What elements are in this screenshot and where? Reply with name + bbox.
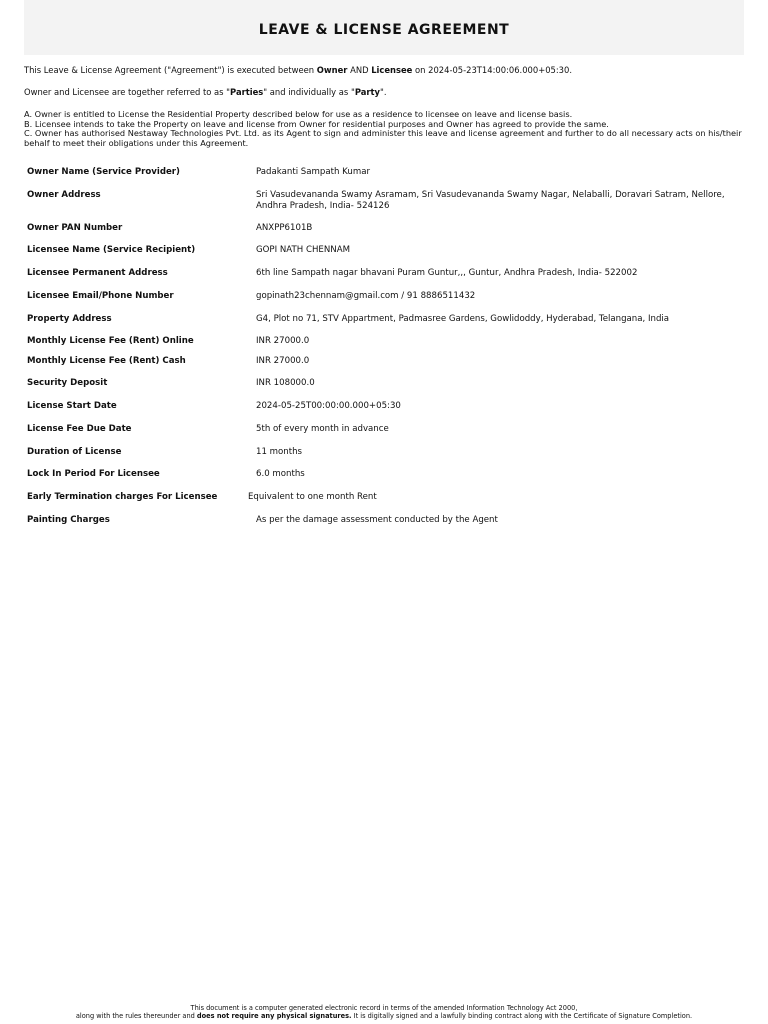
- detail-label: Licensee Name (Service Recipient): [27, 245, 196, 255]
- detail-value: Padakanti Sampath Kumar: [256, 167, 370, 177]
- detail-label: Painting Charges: [27, 515, 110, 525]
- detail-value: INR 108000.0: [256, 378, 315, 388]
- detail-value: INR 27000.0: [256, 356, 310, 366]
- detail-label: License Start Date: [27, 401, 117, 411]
- licensee-word: Licensee: [371, 65, 413, 75]
- detail-label: Lock In Period For Licensee: [27, 469, 160, 479]
- parties-paragraph: Owner and Licensee are together referred to as "Parties" and individually as "Party".: [24, 87, 387, 97]
- clause-b: B. Licensee intends to take the Property on leave and license from Owner for residential purposes and Owner has agreed to provide the same.: [24, 118, 609, 129]
- footer-line-1: This document is a computer generated electronic record in terms of the amended Information Technology Act 2000,: [190, 1004, 578, 1012]
- document-title: LEAVE & LICENSE AGREEMENT: [258, 22, 510, 38]
- detail-label: Owner PAN Number: [27, 223, 123, 233]
- detail-label: Early Termination charges For Licensee: [27, 492, 218, 502]
- detail-value: ANXPP6101B: [256, 223, 313, 233]
- detail-value: 11 months: [256, 447, 303, 457]
- detail-label: Monthly License Fee (Rent) Cash: [27, 356, 186, 366]
- detail-value: 5th of every month in advance: [256, 424, 389, 434]
- detail-label: Security Deposit: [27, 378, 108, 388]
- document-footer: [0, 1004, 768, 1020]
- detail-label: Licensee Email/Phone Number: [27, 291, 174, 301]
- clause-c: C. Owner has authorised Nestaway Technologies Pvt. Ltd. as its Agent to sign and administer this leave and license agreement and further to do all necessary acts on his/their behalf to meet their obligations under this Agreement.: [24, 128, 742, 148]
- detail-value: Sri Vasudevananda Swamy Asramam, Sri Vasudevananda Swamy Nagar, Nelaballi, Doravari Satram, Nellore, Andhra Pradesh, India- 524126: [256, 190, 725, 211]
- owner-word: Owner: [316, 65, 348, 75]
- detail-label: Licensee Permanent Address: [27, 268, 168, 278]
- recital-clauses: [24, 110, 744, 148]
- detail-value: 6th line Sampath nagar bhavani Puram Guntur,,, Guntur, Andhra Pradesh, India- 522002: [256, 268, 638, 278]
- detail-value: As per the damage assessment conducted by the Agent: [256, 515, 498, 525]
- detail-label: Property Address: [27, 314, 112, 324]
- clause-a: A. Owner is entitled to License the Residential Property described below for use as a residence to licensee on leave and license basis.: [24, 109, 573, 119]
- detail-value: G4, Plot no 71, STV Appartment, Padmasree Gardens, Gowlidoddy, Hyderabad, Telangana, India: [256, 314, 670, 324]
- detail-value: gopinath23chennam@gmail.com / 91 8886511432: [256, 291, 476, 301]
- detail-label: Owner Address: [27, 190, 101, 200]
- agreement-date: 2024-05-23T14:00:06.000+05:30.: [428, 65, 573, 75]
- detail-value: GOPI NATH CHENNAM: [256, 245, 350, 255]
- detail-label: Owner Name (Service Provider): [27, 167, 180, 177]
- detail-value: INR 27000.0: [256, 336, 310, 346]
- detail-label: Monthly License Fee (Rent) Online: [27, 336, 194, 346]
- detail-value: Equivalent to one month Rent: [248, 492, 377, 502]
- detail-value: 6.0 months: [256, 469, 305, 479]
- detail-label: Duration of License: [27, 447, 122, 457]
- document-header: [24, 0, 744, 55]
- detail-value: 2024-05-25T00:00:00.000+05:30: [256, 401, 401, 411]
- detail-label: License Fee Due Date: [27, 424, 132, 434]
- footer-line-2: along with the rules thereunder and does not require any physical signatures. It is digitally signed and a lawfully binding contract along with the Certificate of Signature Completion.: [75, 1012, 693, 1020]
- intro-paragraph: This Leave & License Agreement ("Agreement") is executed between Owner AND Licensee on 2024-05-23T14:00:06.000+05:30.: [24, 65, 573, 75]
